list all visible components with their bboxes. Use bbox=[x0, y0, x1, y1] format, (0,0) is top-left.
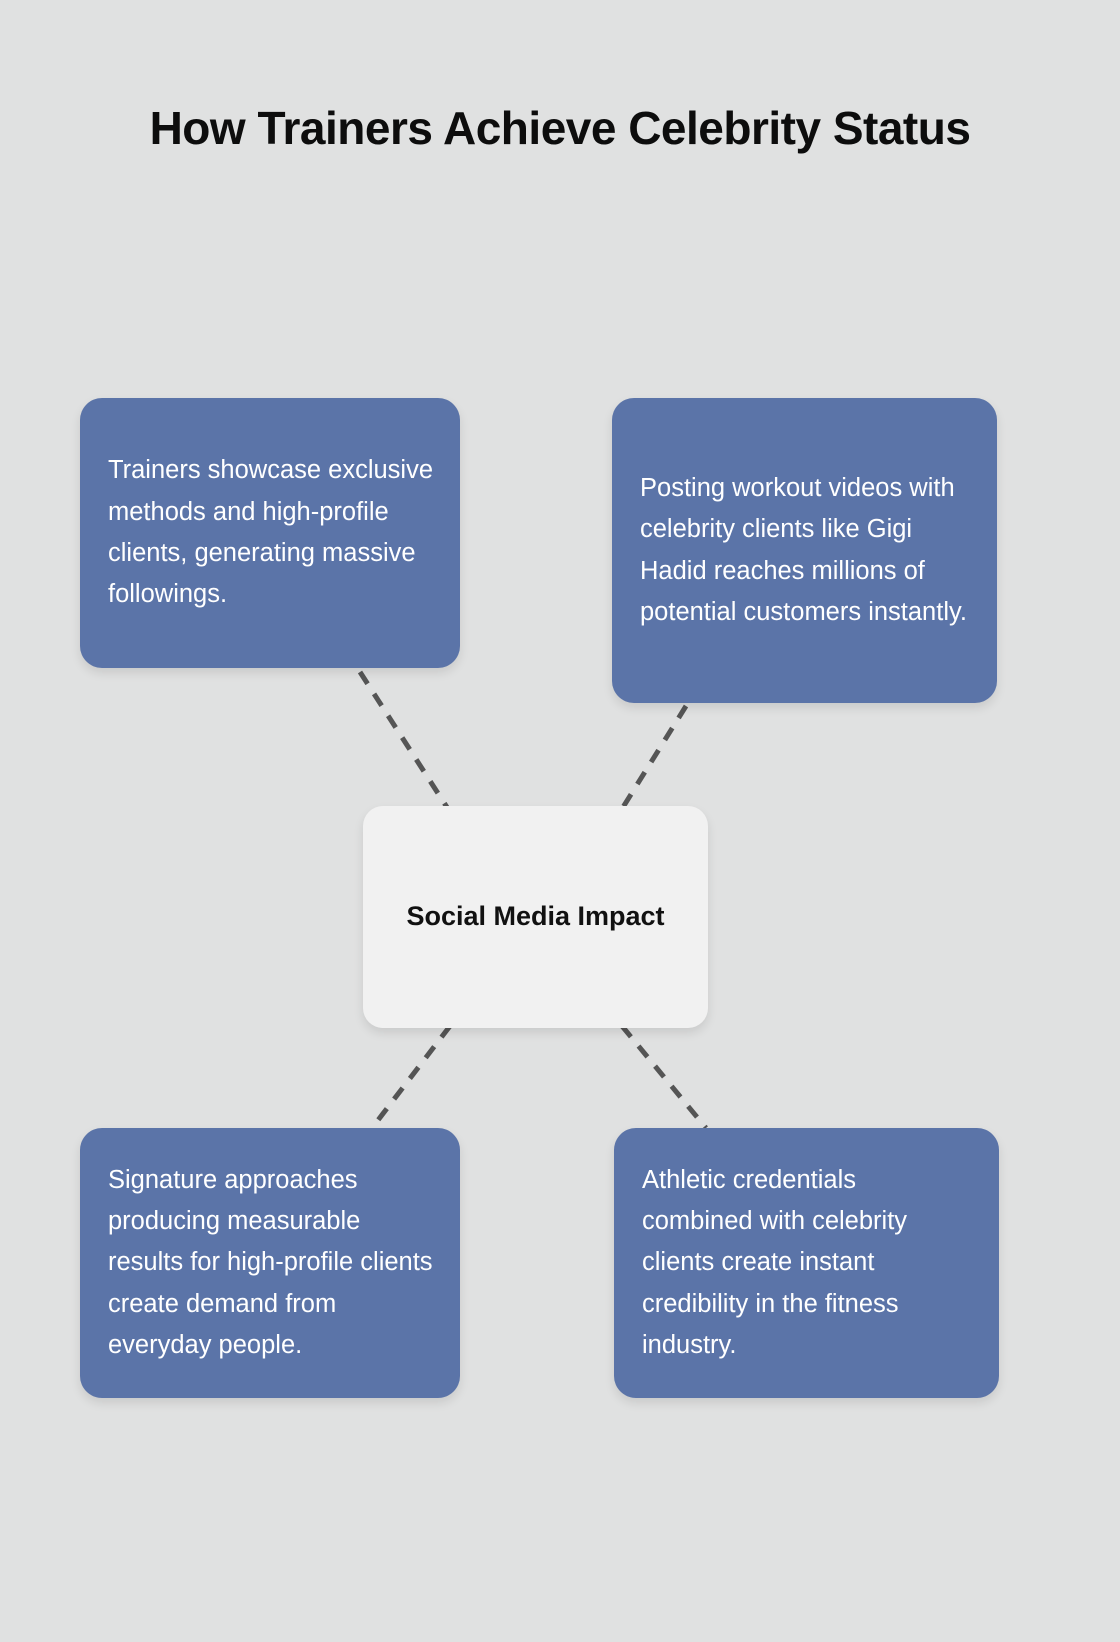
node-bottom-right-text: Athletic credentials combined with celebrity clients create instant credibility in the fitness industry. bbox=[642, 1165, 908, 1359]
node-top-right-text: Posting workout videos with celebrity clients like Gigi Hadid reaches millions of potential customers instantly. bbox=[640, 473, 967, 626]
node-bottom-right bbox=[614, 1128, 999, 1398]
page-title: How Trainers Achieve Celebrity Status bbox=[149, 102, 971, 154]
node-bottom-left-text: Signature approaches producing measurable results for high-profile clients create demand from everyday people. bbox=[108, 1165, 433, 1359]
center-node bbox=[363, 806, 708, 1028]
node-top-right bbox=[612, 398, 997, 703]
node-top-left-text: Trainers showcase exclusive methods and high-profile clients, generating massive followings. bbox=[108, 456, 434, 609]
node-top-left bbox=[80, 398, 460, 668]
node-bottom-left bbox=[80, 1128, 460, 1398]
connector-bottom-left bbox=[372, 1026, 450, 1128]
connector-top-right bbox=[620, 706, 686, 812]
center-node-label: Social Media Impact bbox=[406, 901, 665, 932]
connector-top-left bbox=[360, 672, 450, 812]
connector-bottom-right bbox=[622, 1026, 706, 1128]
